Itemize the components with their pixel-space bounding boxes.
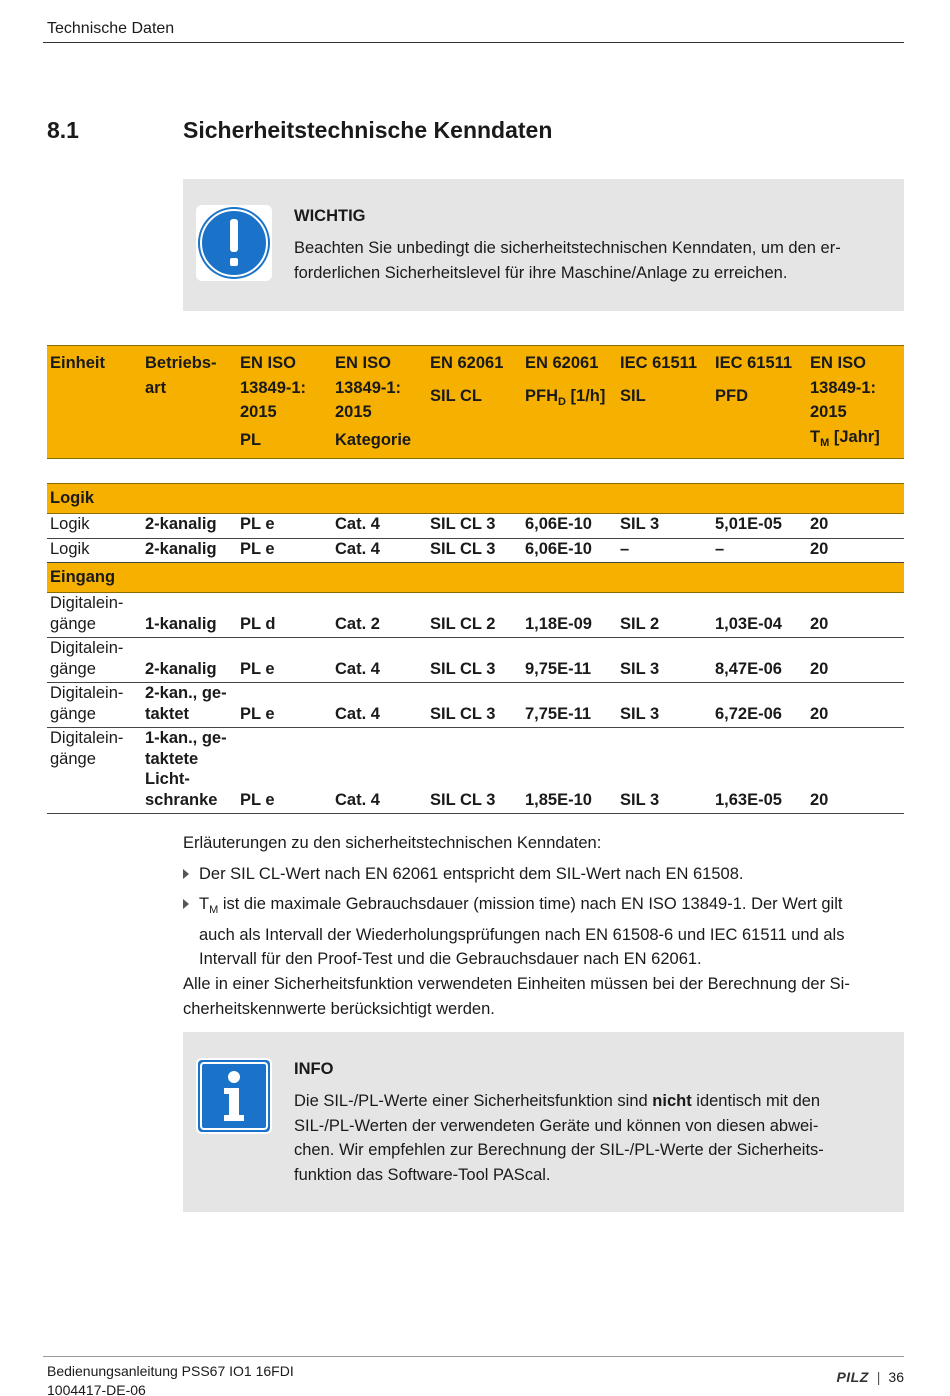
table-group-row: [47, 484, 904, 514]
cell-silcl: SIL CL 3: [427, 683, 522, 728]
cell-pl: PL e: [237, 538, 332, 563]
cell-pl: PL e: [237, 514, 332, 539]
cell-pfh: 7,75E-11: [522, 683, 617, 728]
cell-pl: PL e: [237, 683, 332, 728]
section-title: [47, 117, 552, 144]
table-group-row: [47, 563, 904, 593]
cell-pfd: 8,47E-06: [712, 638, 807, 683]
table-row: [47, 538, 904, 563]
cell-sil: SIL 3: [617, 638, 712, 683]
cell-unit: Logik: [47, 538, 142, 563]
cell-unit: Digitalein- gänge: [47, 638, 142, 683]
header-tm: EN ISO 13849-1: 2015: [810, 354, 877, 421]
header-rule: [43, 42, 904, 43]
cell-sil: –: [617, 538, 712, 563]
cell-tm: 20: [807, 638, 904, 683]
explanation-bullet: $T_M$ ist die maximale Gebrauchsdauer (mission time) nach EN ISO 13849-1. Der Wert gilt auch als Intervall der Wiederholungsprüfungen nach EN 61508-6 und IEC 61511 und als Intervall für den Proof-Test und die Gebrauchsdauer nach EN 62061.: [183, 892, 903, 972]
cell-tm: 20: [807, 538, 904, 563]
table-row: [47, 593, 904, 638]
info-line: SIL-/PL-Werten der verwendeten Geräte und können von diesen abwei-: [294, 1116, 819, 1135]
section-number: 8.1: [47, 117, 79, 143]
header-einheit: Einheit: [50, 354, 106, 372]
cell-mode: 2-kan., ge- taktet: [142, 683, 237, 728]
cell-sil: SIL 3: [617, 728, 712, 814]
cell-pfh: 9,75E-11: [522, 638, 617, 683]
bullet-arrow-icon: [183, 869, 189, 879]
cell-pfh: 1,18E-09: [522, 593, 617, 638]
info-heading: INFO: [294, 1060, 334, 1078]
cell-unit: Digitalein- gänge: [47, 683, 142, 728]
cell-unit: Logik: [47, 514, 142, 539]
running-header: Technische Daten: [47, 20, 175, 37]
cell-sil: SIL 2: [617, 593, 712, 638]
info-note: [183, 1032, 904, 1212]
important-line: forderlichen Sicherheitslevel für ihre Maschine/Anlage zu erreichen.: [294, 263, 788, 282]
footer-doc-info: [47, 1362, 294, 1396]
cell-pfd: 1,63E-05: [712, 728, 807, 814]
cell-pfh: 1,85E-10: [522, 728, 617, 814]
footer-rule: [43, 1356, 904, 1357]
explanation-bullet: Der SIL CL-Wert nach EN 62061 entspricht dem SIL-Wert nach EN 61508.: [183, 862, 903, 887]
footer-doc-title: Bedienungsanleitung PSS67 IO1 16FDI: [47, 1363, 294, 1379]
section-heading: Sicherheitstechnische Kenndaten: [183, 117, 553, 143]
cell-pfd: 5,01E-05: [712, 514, 807, 539]
bullet-arrow-icon: [183, 899, 189, 909]
cell-sil: SIL 3: [617, 514, 712, 539]
header-tm-sub: $T_M$ [Jahr]: [810, 428, 880, 449]
cell-tm: 20: [807, 683, 904, 728]
info-line: chen. Wir empfehlen zur Berechnung der SIL-/PL-Werte der Sicherheits-: [294, 1141, 824, 1159]
cell-pfd: 1,03E-04: [712, 593, 807, 638]
important-text: [294, 236, 894, 285]
table-row: [47, 638, 904, 683]
cell-mode: 1-kan., ge- taktete Licht- schranke: [142, 728, 237, 814]
important-note: [183, 179, 904, 311]
cell-silcl: SIL CL 3: [427, 514, 522, 539]
cell-sil: SIL 3: [617, 683, 712, 728]
table-row: [47, 514, 904, 539]
data-table: [47, 483, 904, 814]
cell-cat: Cat. 4: [332, 638, 427, 683]
cell-cat: Cat. 4: [332, 514, 427, 539]
group-label: Eingang: [47, 563, 904, 593]
cell-cat: Cat. 4: [332, 683, 427, 728]
cell-silcl: SIL CL 3: [427, 728, 522, 814]
cell-mode: 2-kanalig: [142, 514, 237, 539]
cell-silcl: SIL CL 3: [427, 638, 522, 683]
table-row: [47, 728, 904, 814]
cell-tm: 20: [807, 514, 904, 539]
cell-tm: 20: [807, 728, 904, 814]
cell-pfd: 6,72E-06: [712, 683, 807, 728]
header-pfh: EN 62061 $PFH_D$ [1/h]: [525, 354, 606, 408]
cell-pl: PL e: [237, 638, 332, 683]
cell-silcl: SIL CL 2: [427, 593, 522, 638]
pilz-logo: PILZ: [836, 1369, 869, 1385]
cell-silcl: SIL CL 3: [427, 538, 522, 563]
header-betriebsart: Betriebs- art: [145, 354, 217, 397]
cell-mode: 1-kanalig: [142, 593, 237, 638]
cell-pfh: 6,06E-10: [522, 538, 617, 563]
header-silcl: EN 62061 SIL CL: [430, 354, 504, 405]
footer-page-info: [836, 1369, 904, 1385]
table-header: [47, 345, 904, 459]
explanation-paragraph: Alle in einer Sicherheitsfunktion verwendeten Einheiten müssen bei der Berechnung der Si- cherheitskennwerte berücksichtigt werden.: [183, 975, 850, 1018]
important-line: Beachten Sie unbedingt die sicherheitstechnischen Kenndaten, um den er-: [294, 239, 841, 257]
footer-separator: |: [876, 1369, 881, 1385]
cell-pfh: 6,06E-10: [522, 514, 617, 539]
cell-mode: 2-kanalig: [142, 538, 237, 563]
cell-pl: PL e: [237, 728, 332, 814]
cell-mode: 2-kanalig: [142, 638, 237, 683]
info-text: [294, 1089, 894, 1187]
group-label: Logik: [47, 484, 904, 514]
cell-unit: Digitalein- gänge: [47, 593, 142, 638]
header-pfd: IEC 61511 PFD: [715, 354, 793, 405]
cell-cat: Cat. 4: [332, 728, 427, 814]
page-number: 36: [888, 1369, 904, 1385]
header-sil: IEC 61511 SIL: [620, 354, 698, 405]
cell-unit: Digitalein- gänge: [47, 728, 142, 814]
header-pl: EN ISO 13849-1: 2015: [240, 354, 307, 421]
cell-tm: 20: [807, 593, 904, 638]
info-line: Die SIL-/PL-Werte einer Sicherheitsfunktion sind nicht identisch mit den: [294, 1092, 821, 1110]
header-kategorie: EN ISO 13849-1: 2015: [335, 354, 402, 421]
cell-pl: PL d: [237, 593, 332, 638]
info-line: funktion das Software-Tool PAScal.: [294, 1165, 551, 1184]
cell-cat: Cat. 4: [332, 538, 427, 563]
important-heading: WICHTIG: [294, 207, 366, 225]
header-pl-sub: PL: [240, 431, 262, 449]
cell-pfd: –: [712, 538, 807, 563]
header-kategorie-sub: Kategorie: [335, 431, 412, 449]
footer-doc-number: 1004417-DE-06: [47, 1382, 146, 1396]
exclamation-icon: [196, 205, 272, 281]
explanation-intro: Erläuterungen zu den sicherheitstechnischen Kenndaten:: [183, 834, 602, 852]
info-icon: [196, 1058, 272, 1134]
cell-cat: Cat. 2: [332, 593, 427, 638]
table-row: [47, 683, 904, 728]
